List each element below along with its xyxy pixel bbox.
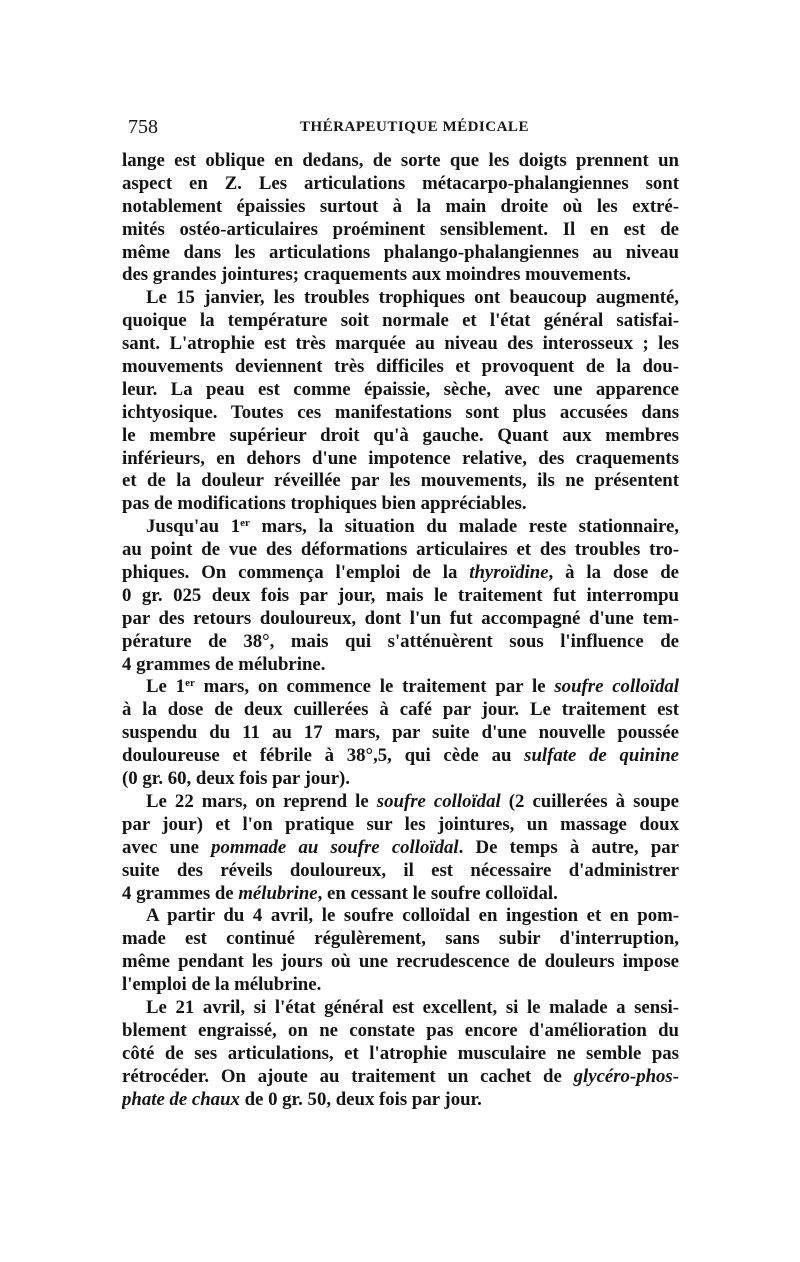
paragraph	[122, 150, 679, 287]
paragraph	[122, 791, 679, 905]
text-line: notablement épaissies surtout à la main droite où les extré-	[122, 195, 679, 217]
page-body	[122, 150, 679, 1111]
text-line: ichtyosique. Toutes ces manifestations sont plus accusées dans	[122, 401, 679, 423]
paragraph	[122, 287, 679, 516]
page-header	[120, 116, 680, 140]
text-line: des grandes jointures; craquements aux moindres mouvements.	[122, 264, 632, 286]
text-line: blement engraissé, on ne constate pas encore d'amélioration du	[122, 1019, 679, 1041]
text-line: sant. L'atrophie est très marquée au niveau des interosseux ; les	[122, 333, 679, 355]
text-line: lange est oblique en dedans, de sorte que les doigts prennent un	[122, 150, 679, 171]
text-line: mités ostéo-articulaires proéminent sensiblement. Il en est de	[122, 218, 679, 240]
text-line: quoique la température soit normale et l'état général satisfai-	[122, 310, 679, 332]
text-line: Le 1er mars, on commence le traitement par le soufre colloïdal	[146, 676, 679, 698]
text-line: même pendant les jours où une recrudescence de douleurs impose	[122, 951, 679, 973]
text-line: phiques. On commença l'emploi de la thyroïdine, à la dose de	[122, 562, 679, 584]
text-line: A partir du 4 avril, le soufre colloïdal en ingestion et en pom-	[146, 905, 679, 927]
text-line: 4 grammes de mélubrine, en cessant le soufre colloïdal.	[122, 882, 558, 904]
text-line: pas de modifications trophiques bien appréciables.	[122, 493, 527, 515]
text-line: l'emploi de la mélubrine.	[122, 974, 322, 996]
text-line: par des retours douloureux, dont l'un fut accompagné d'une tem-	[122, 607, 679, 629]
text-line: (0 gr. 60, deux fois par jour).	[122, 768, 350, 790]
text-line: et de la douleur réveillée par les mouvements, ils ne présentent	[122, 470, 679, 492]
text-line: inférieurs, en dehors d'une impotence relative, des craquements	[122, 447, 679, 469]
paragraph	[122, 676, 679, 790]
text-line: rétrocéder. On ajoute au traitement un cachet de glycéro-phos-	[122, 1065, 679, 1087]
text-line: made est continué régulèrement, sans subir d'interruption,	[122, 928, 679, 950]
text-line: 0 gr. 025 deux fois par jour, mais le traitement fut interrompu	[122, 584, 679, 606]
text-line: le membre supérieur droit qu'à gauche. Quant aux membres	[122, 424, 679, 446]
text-line: leur. La peau est comme épaissie, sèche, avec une apparence	[122, 378, 679, 400]
paragraph	[122, 516, 679, 676]
running-title: THÉRAPEUTIQUE MÉDICALE	[300, 119, 529, 135]
text-line: avec une pommade au soufre colloïdal. De temps à autre, par	[122, 836, 679, 858]
text-line: Le 22 mars, on reprend le soufre colloïdal (2 cuillerées à soupe	[146, 790, 679, 812]
text-line: suspendu du 11 au 17 mars, par suite d'une nouvelle poussée	[122, 722, 679, 744]
text-line: mouvements deviennent très difficiles et provoquent de la dou-	[122, 356, 679, 378]
text-line: même dans les articulations phalango-phalangiennes au niveau	[122, 241, 679, 263]
text-line: par jour) et l'on pratique sur les jointures, un massage doux	[122, 813, 679, 835]
paragraph	[122, 905, 679, 997]
text-line: Le 21 avril, si l'état général est excellent, si le malade a sensi-	[146, 996, 679, 1018]
text-line: Jusqu'au 1er mars, la situation du malade reste stationnaire,	[146, 516, 679, 538]
text-line: suite des réveils douloureux, il est nécessaire d'administrer	[122, 859, 679, 881]
text-line: Le 15 janvier, les troubles trophiques ont beaucoup augmenté,	[146, 287, 679, 309]
text-line: 4 grammes de mélubrine.	[122, 653, 326, 675]
text-line: phate de chaux de 0 gr. 50, deux fois par jour.	[122, 1088, 482, 1110]
page-number: 758	[128, 116, 158, 138]
text-line: pérature de 38°, mais qui s'atténuèrent sous l'influence de	[122, 630, 679, 652]
text-line: douloureuse et fébrile à 38°,5, qui cède au sulfate de quinine	[122, 745, 679, 767]
text-line: au point de vue des déformations articulaires et des troubles tro-	[122, 539, 679, 561]
paragraph	[122, 997, 679, 1111]
text-line: à la dose de deux cuillerées à café par jour. Le traitement est	[122, 699, 679, 721]
text-line: côté de ses articulations, et l'atrophie musculaire ne semble pas	[122, 1042, 679, 1064]
text-line: aspect en Z. Les articulations métacarpo-phalangiennes sont	[122, 172, 679, 194]
